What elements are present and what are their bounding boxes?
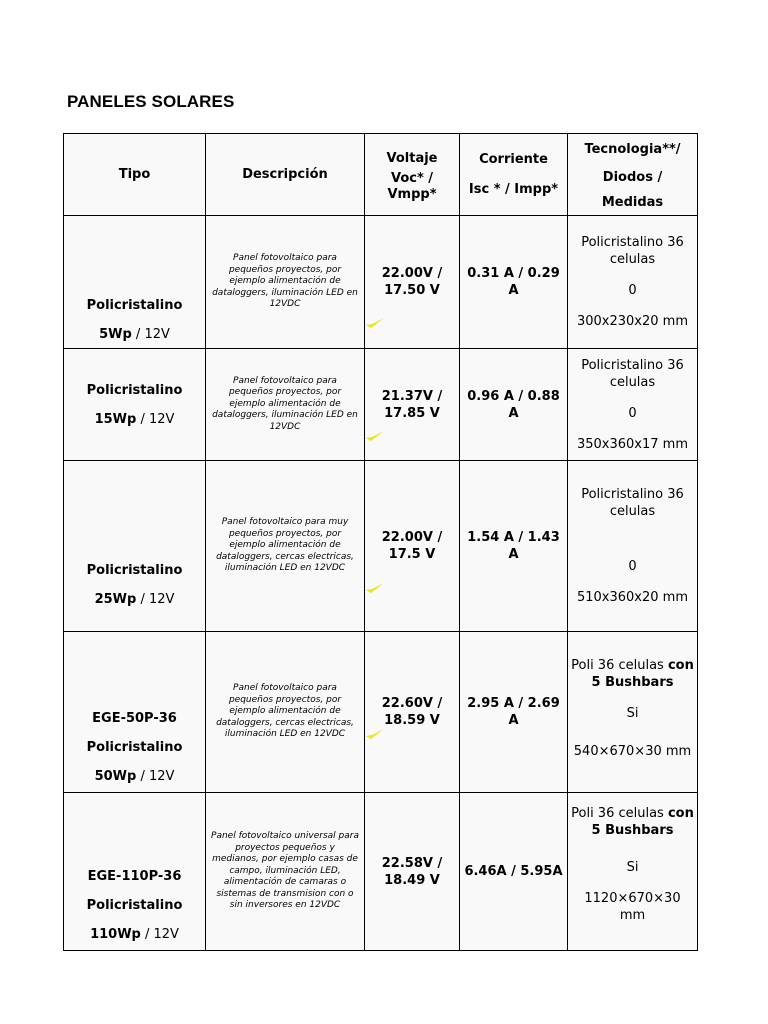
checkmark-icon [365,727,385,741]
header-tipo: Tipo [64,134,206,216]
solar-panels-table [63,133,698,951]
cell-tipo [64,793,206,951]
cell-corriente: 1.54 A / 1.43 A [460,461,568,632]
checkmark-icon [365,429,385,443]
tipo-model: EGE-110P-36 [87,869,182,884]
cell-tecnologia: Policristalino 36 celulas 0 300x230x20 mm [568,216,698,349]
cell-tecnologia: Poli 36 celulas con 5 Bushbars Si 1120×670×30 mm [568,793,698,951]
cell-tipo [64,216,206,349]
cell-tecnologia: Policristalino 36 celulas 0 350x360x17 mm [568,349,698,461]
cell-voltaje: 22.58V / 18.49 V [365,793,460,951]
cell-tipo [64,349,206,461]
cell-corriente: 0.96 A / 0.88 A [460,349,568,461]
cell-voltaje: 22.60V / 18.59 V [365,632,460,793]
table-row [64,793,698,951]
cell-descripcion: Panel fotovoltaico para pequeños proyectos, por ejemplo alimentación de dataloggers, iluminación LED en 12VDC [206,349,365,461]
tipo-voltage: / 12V [131,327,170,342]
tipo-model: EGE-50P-36 [92,711,177,726]
tipo-name: Policristalino [86,298,183,313]
cell-voltaje: 21.37V / 17.85 V [365,349,460,461]
tipo-voltage: / 12V [136,592,175,607]
page-title: PANELES SOLARES [67,92,235,111]
cell-corriente: 0.31 A / 0.29 A [460,216,568,349]
header-voltaje: Voltaje Voc* / Vmpp* [365,134,460,216]
checkmark-icon [365,581,385,595]
header-tecnologia: Tecnologia**/ Diodos / Medidas [568,134,698,216]
tipo-name: Policristalino [86,740,183,755]
table-row [64,461,698,632]
table-row [64,216,698,349]
table-row [64,349,698,461]
header-descripcion: Descripción [206,134,365,216]
cell-descripcion: Panel fotovoltaico universal para proyectos pequeños y medianos, por ejemplo casas de campo, iluminación LED, alimentación de camaras o sistemas de transmision con o sin inversores en 12VDC [206,793,365,951]
table-header-row [64,134,698,216]
cell-tecnologia: Policristalino 36 celulas 0 510x360x20 mm [568,461,698,632]
tipo-power: 15Wp [94,411,137,427]
cell-corriente: 2.95 A / 2.69 A [460,632,568,793]
cell-descripcion: Panel fotovoltaico para pequeños proyectos, por ejemplo alimentación de dataloggers, iluminación LED en 12VDC [206,216,365,349]
tipo-power: 25Wp [94,592,137,607]
cell-descripcion: Panel fotovoltaico para muy pequeños proyectos, por ejemplo alimentación de dataloggers, cercas electricas, iluminación LED en 12VDC [206,461,365,632]
tipo-power: 50Wp [94,769,137,784]
tipo-voltage: / 12V [136,769,175,784]
tipo-name: Policristalino [86,382,183,398]
tipo-name: Policristalino [86,563,183,578]
cell-voltaje: 22.00V / 17.5 V [365,461,460,632]
tipo-voltage: / 12V [136,411,175,427]
tipo-power: 5Wp [99,327,132,342]
cell-descripcion: Panel fotovoltaico para pequeños proyectos, por ejemplo alimentación de dataloggers, cercas electricas, iluminación LED en 12VDC [206,632,365,793]
tipo-name: Policristalino [86,898,183,913]
tipo-voltage: / 12V [140,927,179,942]
header-corriente: Corriente Isc * / Impp* [460,134,568,216]
cell-tipo [64,632,206,793]
tipo-power: 110Wp [90,927,141,942]
cell-tecnologia: Poli 36 celulas con 5 Bushbars Si 540×670×30 mm [568,632,698,793]
checkmark-icon [365,316,385,330]
cell-corriente: 6.46A / 5.95A [460,793,568,951]
cell-tipo [64,461,206,632]
table-row [64,632,698,793]
cell-voltaje: 22.00V / 17.50 V [365,216,460,349]
